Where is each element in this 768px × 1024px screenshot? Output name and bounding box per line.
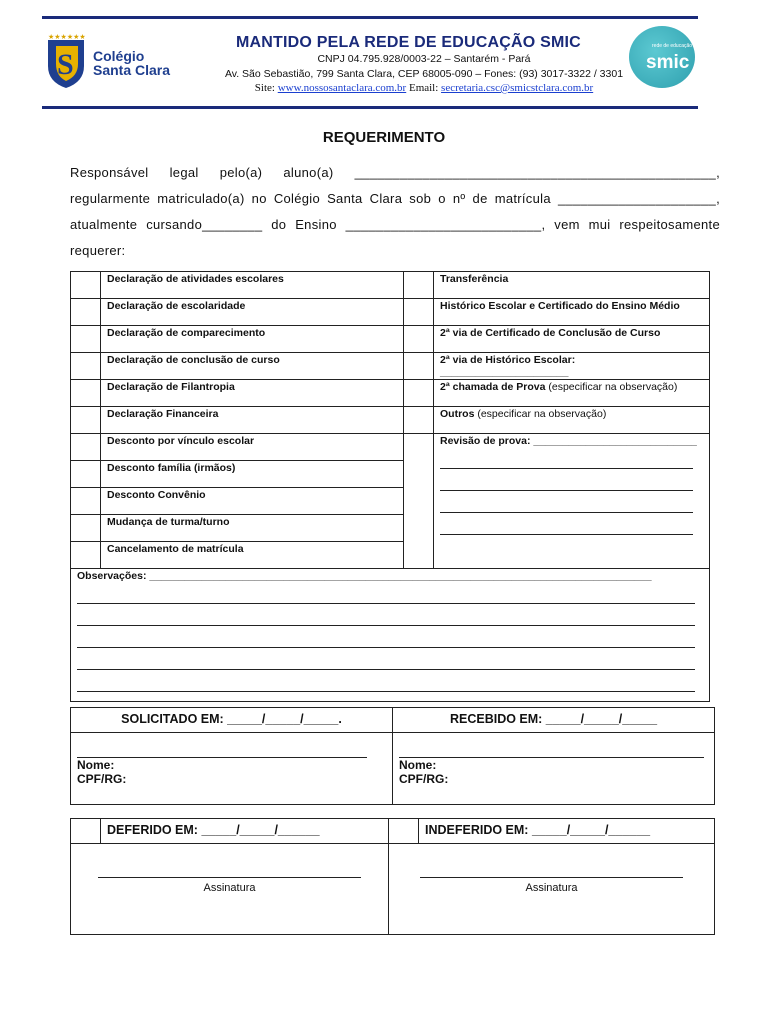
option-label: Mudança de turma/turno (101, 515, 404, 542)
site-link[interactable]: www.nossosantaclara.com.br (277, 82, 407, 94)
option-row (71, 353, 710, 380)
recebido-em-field[interactable]: RECEBIDO EM: _____/_____/_____ (393, 708, 715, 733)
option-checkbox[interactable] (404, 272, 434, 299)
option-label (434, 407, 710, 434)
school-name-logo-text: Colégio Santa Clara (93, 48, 171, 78)
option-checkbox[interactable] (404, 434, 434, 569)
option-label: Declaração de Filantropia (101, 380, 404, 407)
option-label (434, 380, 710, 407)
deferido-signature-area[interactable] (71, 844, 389, 935)
write-line (440, 491, 693, 513)
cnpj-line: CNPJ 04.795.928/0003-22 – Santarém - Pará (317, 53, 531, 65)
observacoes-label: Observações: ______________________________________________________________________________________ (77, 570, 652, 582)
option-label: Declaração de comparecimento (101, 326, 404, 353)
option-checkbox[interactable] (71, 353, 101, 380)
option-checkbox[interactable] (71, 488, 101, 515)
option-label: Declaração de atividades escolares (101, 272, 404, 299)
deferido-checkbox[interactable] (71, 819, 101, 844)
request-options-table (70, 271, 710, 702)
option-label: Declaração de conclusão de curso (101, 353, 404, 380)
option-label-bold: Transferência (440, 273, 509, 285)
revisao-prova-field[interactable] (434, 434, 710, 569)
option-row (71, 272, 710, 299)
option-label-bold: Outros (440, 408, 475, 420)
header-title: MANTIDO PELA REDE DE EDUCAÇÃO SMIC (236, 34, 581, 51)
option-row (71, 380, 710, 407)
revisao-prova-label: Revisão de prova: ____________________________ (440, 435, 697, 447)
deferido-em-field[interactable]: DEFERIDO EM: _____/_____/______ (101, 819, 389, 844)
write-line (77, 582, 695, 604)
option-checkbox[interactable] (404, 380, 434, 407)
option-checkbox[interactable] (71, 272, 101, 299)
option-checkbox[interactable] (71, 380, 101, 407)
option-checkbox[interactable] (404, 326, 434, 353)
observacoes-field[interactable] (71, 569, 710, 702)
option-label: Declaração de escolaridade (101, 299, 404, 326)
decision-table (70, 818, 715, 935)
option-checkbox[interactable] (71, 461, 101, 488)
write-line (77, 648, 695, 670)
request-receipt-table (70, 707, 715, 805)
option-label (434, 272, 710, 299)
option-label: Cancelamento de matrícula (101, 542, 404, 569)
signature-line (420, 877, 683, 878)
option-label: Declaração Financeira (101, 407, 404, 434)
write-line (77, 604, 695, 626)
option-label-bold: 2ª chamada de Prova (440, 381, 546, 393)
revisao-prova-lines (440, 447, 703, 535)
option-row (71, 326, 710, 353)
logo-stars: ★★★★★★ (48, 34, 86, 41)
smic-logo-caption: rede de educação (652, 43, 693, 49)
option-checkbox[interactable] (71, 542, 101, 569)
nome-label: Nome: (77, 758, 115, 772)
option-checkbox[interactable] (71, 326, 101, 353)
svg-text:S: S (57, 48, 74, 81)
site-label: Site: (254, 82, 275, 94)
cpf-label: CPF/RG: (399, 772, 449, 786)
option-checkbox[interactable] (404, 407, 434, 434)
option-label-bold: Histórico Escolar e Certificado do Ensino Médio (440, 300, 680, 312)
option-row (71, 407, 710, 434)
option-label-note: (especificar na observação) (474, 408, 607, 420)
option-checkbox[interactable] (71, 434, 101, 461)
signature-line (98, 877, 361, 878)
write-line (77, 670, 695, 692)
email-link[interactable]: secretaria.csc@smicstclara.com.br (441, 82, 594, 94)
receiver-signature-area[interactable] (393, 733, 715, 805)
option-row (71, 434, 710, 461)
requester-signature-area[interactable] (71, 733, 393, 805)
indeferido-signature-area[interactable] (389, 844, 715, 935)
option-label: Desconto por vínculo escolar (101, 434, 404, 461)
option-label-note: (especificar na observação) (545, 381, 678, 393)
option-checkbox[interactable] (71, 299, 101, 326)
address-line: Av. São Sebastião, 799 Santa Clara, CEP 68005-090 – Fones: (93) 3017-3322 / 3301 (224, 68, 624, 80)
option-label: Desconto Convênio (101, 488, 404, 515)
nome-label: Nome: (399, 758, 437, 772)
solicitado-em-field[interactable]: SOLICITADO EM: _____/_____/_____. (71, 708, 393, 733)
option-checkbox[interactable] (404, 353, 434, 380)
form-intro-paragraph[interactable]: Responsável legal pelo(a) aluno(a) ________________________________________________, regularmente matriculado(a) no Colégio Santa Clara sob o nº de matrícula _____________________, atualmente cursando________ do Ensino __________________________, vem mui respeitosamente requerer: (70, 165, 720, 258)
header-bottom-rule (42, 106, 698, 109)
write-line (440, 513, 693, 535)
cpf-label: CPF/RG: (77, 772, 127, 786)
email-label: Email: (408, 82, 439, 94)
write-line (440, 447, 693, 469)
option-checkbox[interactable] (71, 407, 101, 434)
assinatura-label: Assinatura (203, 882, 256, 894)
option-label (434, 326, 710, 353)
observacoes-row (71, 569, 710, 702)
option-row (71, 299, 710, 326)
write-line (440, 469, 693, 491)
indeferido-em-field[interactable]: INDEFERIDO EM: _____/_____/______ (419, 819, 715, 844)
option-label (434, 299, 710, 326)
option-checkbox[interactable] (71, 515, 101, 542)
indeferido-checkbox[interactable] (389, 819, 419, 844)
form-title: REQUERIMENTO (322, 129, 446, 146)
option-label-bold: 2ª via de Histórico Escolar: ______________________ (440, 354, 576, 378)
assinatura-label: Assinatura (525, 882, 578, 894)
write-line (77, 626, 695, 648)
option-label-bold: 2ª via de Certificado de Conclusão de Curso (440, 327, 661, 339)
option-label (434, 353, 710, 380)
option-checkbox[interactable] (404, 299, 434, 326)
header-top-rule (42, 16, 698, 19)
option-label: Desconto família (irmãos) (101, 461, 404, 488)
smic-logo-text: smic (646, 52, 690, 73)
